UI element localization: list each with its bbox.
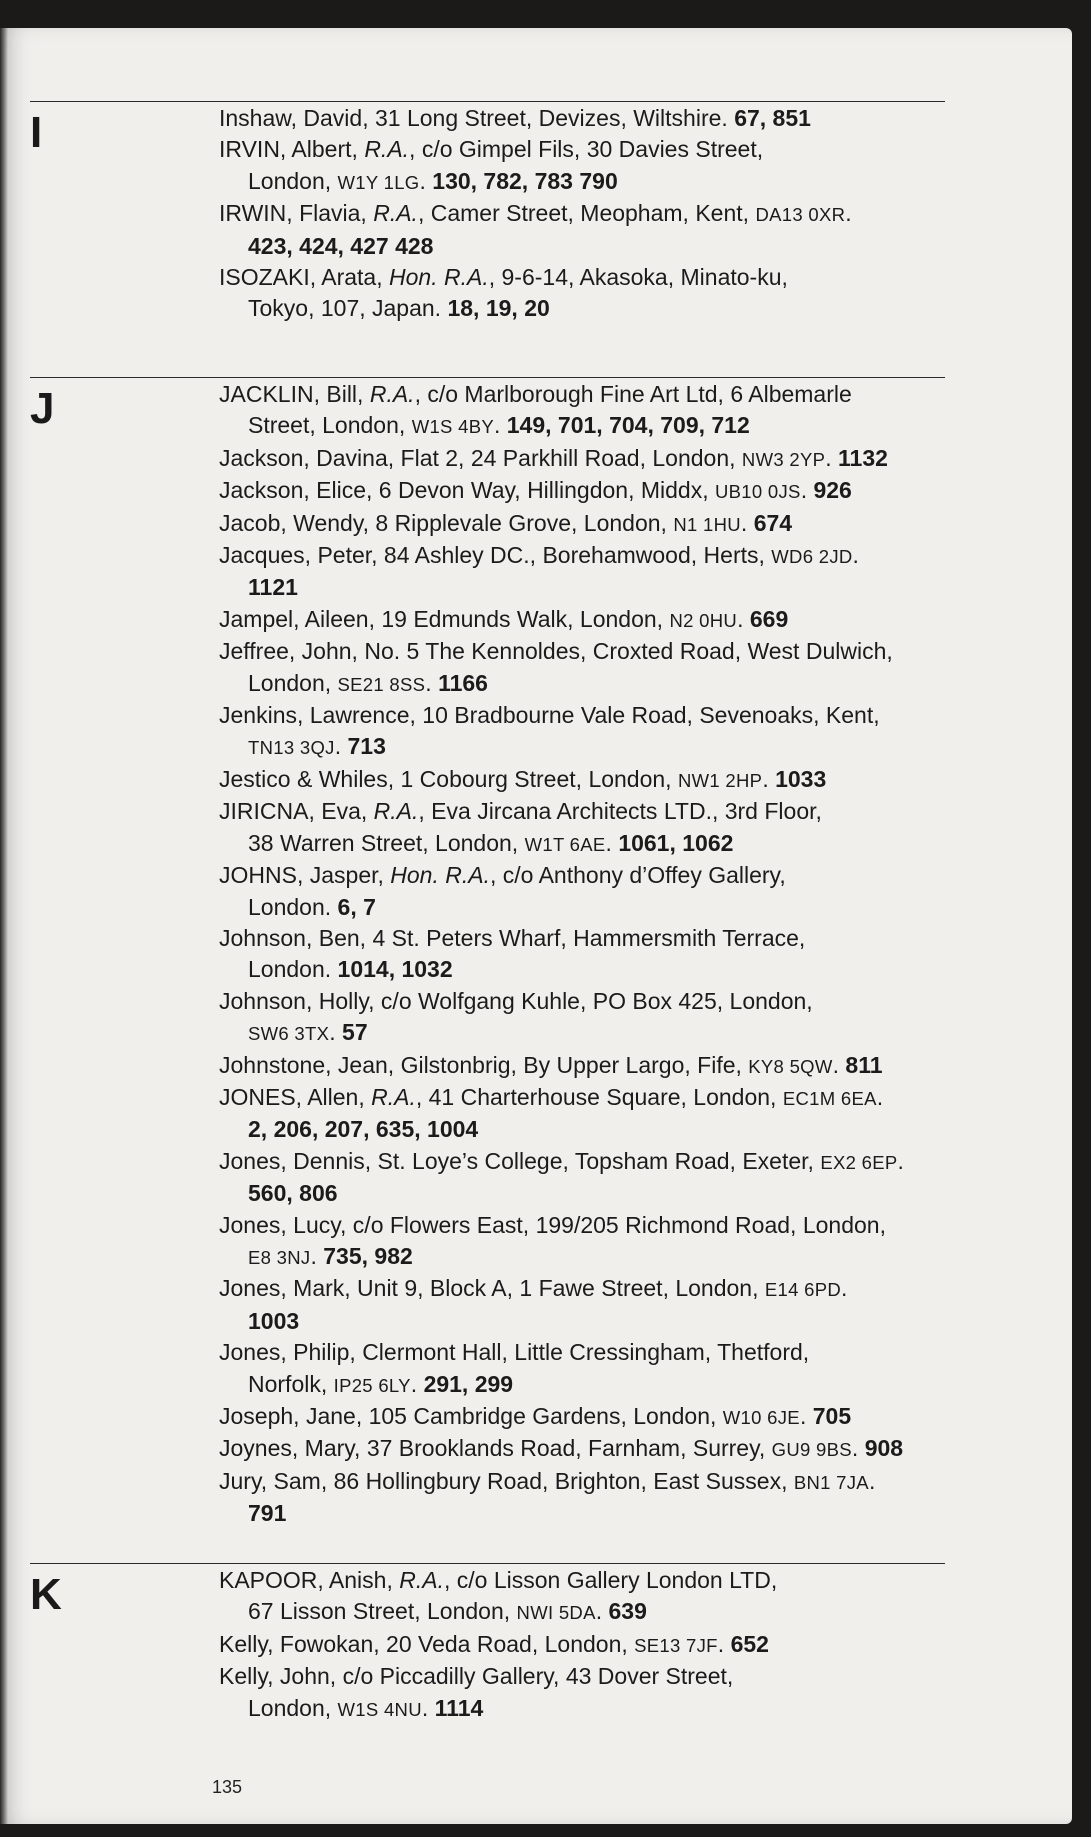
entry-continuation-line — [219, 1369, 945, 1401]
entry-text: . — [800, 477, 814, 504]
catalogue-numbers: 674 — [753, 509, 793, 536]
entry-text: Tokyo, 107, Japan. — [248, 295, 448, 322]
catalogue-numbers: 1033 — [775, 765, 827, 792]
catalogue-numbers: 705 — [812, 1403, 852, 1429]
entry-line — [219, 443, 945, 475]
postcode: SW6 3TX — [248, 1023, 330, 1045]
entry-text: . — [799, 1403, 813, 1429]
entry-text: . — [410, 1370, 424, 1397]
entry-text: . — [762, 765, 776, 792]
index-entry — [219, 540, 945, 604]
postcode: EX2 6EP — [820, 1151, 898, 1173]
entry-text: , c/o Marlborough Fine Art Ltd, 6 Albemarle — [414, 381, 852, 407]
postcode: NW3 2YP — [741, 448, 826, 470]
entry-line — [219, 1337, 945, 1368]
title-honour: R.A. — [369, 381, 415, 407]
index-entry — [219, 986, 945, 1050]
entry-text: . — [737, 605, 750, 632]
title-honour: R.A. — [399, 1567, 444, 1593]
entry-text: Jacob, Wendy, 8 Ripplevale Grove, London, — [219, 509, 674, 536]
postcode: WD6 2JD — [771, 546, 853, 568]
section-letter: I — [30, 108, 43, 157]
entry-line — [219, 475, 945, 507]
entry-text: . — [876, 1083, 884, 1110]
entry-text: Jones, Mark, Unit 9, Block A, 1 Fawe Street, London, — [219, 1275, 765, 1302]
entry-text: . — [493, 412, 507, 439]
entry-text: KAPOOR, Anish, — [219, 1567, 400, 1593]
catalogue-numbers: 811 — [845, 1051, 883, 1078]
entry-text: Johnson, Ben, 4 St. Peters Wharf, Hammersmith Terrace, — [219, 924, 806, 951]
postcode: W1T 6AE — [524, 833, 606, 855]
postcode: UB10 0JS — [714, 481, 801, 503]
catalogue-numbers: 149, 701, 704, 709, 712 — [506, 412, 750, 439]
entry-text: Norfolk, — [248, 1370, 334, 1397]
catalogue-numbers: 1166 — [438, 669, 488, 696]
entry-text: Street, London, — [248, 412, 412, 439]
entry-text: Jones, Philip, Clermont Hall, Little Cressingham, Thetford, — [219, 1339, 810, 1366]
section-rule — [30, 377, 945, 378]
entry-text: Joseph, Jane, 105 Cambridge Gardens, London, — [219, 1403, 723, 1429]
entry-line — [219, 1629, 945, 1661]
entry-text: Jacques, Peter, 84 Ashley DC., Borehamwood, Herts, — [219, 542, 772, 569]
entry-text: Kelly, Fowokan, 20 Veda Road, London, — [219, 1630, 635, 1657]
catalogue-numbers: 652 — [730, 1630, 769, 1657]
entry-text: Joynes, Mary, 37 Brooklands Road, Farnham, Surrey, — [219, 1435, 772, 1462]
entry-text: Kelly, John, c/o Piccadilly Gallery, 43 Dover Street, — [219, 1663, 734, 1690]
entry-line — [219, 1401, 945, 1433]
entry-text: Jones, Dennis, St. Loye’s College, Topsham Road, Exeter, — [219, 1147, 821, 1174]
entry-text: . — [852, 542, 859, 569]
entry-continuation-line — [219, 166, 945, 198]
catalogue-numbers: 6, 7 — [337, 893, 376, 920]
postcode: KY8 5QW — [748, 1055, 833, 1077]
entry-line — [219, 986, 945, 1017]
entry-text: London, — [248, 1694, 338, 1721]
postcode: TN13 3QJ — [248, 737, 335, 759]
entry-line — [219, 379, 945, 410]
catalogue-numbers: 1121 — [248, 574, 298, 601]
entry-line — [219, 604, 945, 636]
index-entry — [219, 860, 945, 923]
entry-line — [219, 636, 945, 667]
entry-continuation-line — [219, 668, 945, 700]
title-honour: R.A. — [371, 1083, 416, 1110]
entry-list — [219, 379, 945, 1530]
catalogue-numbers: 2, 206, 207, 635, 1004 — [248, 1116, 479, 1143]
entry-text: , c/o Lisson Gallery London LTD, — [443, 1567, 778, 1593]
index-entry — [219, 1146, 945, 1210]
catalogue-numbers: 67, 851 — [734, 105, 811, 131]
catalogue-numbers: 18, 19, 20 — [447, 295, 550, 322]
postcode: W1S 4BY — [411, 416, 494, 438]
catalogue-numbers: 1132 — [838, 444, 888, 471]
entry-line — [219, 1565, 945, 1596]
title-honour: R.A. — [373, 798, 419, 825]
book-page — [0, 28, 1072, 1824]
catalogue-numbers: 669 — [749, 605, 789, 632]
index-entry — [219, 764, 945, 796]
postcode: N1 1HU — [673, 513, 741, 535]
entry-text: . — [419, 167, 433, 194]
entry-text: JOHNS, Jasper, — [219, 862, 391, 889]
entry-line — [219, 540, 945, 572]
entry-line — [219, 1466, 945, 1498]
entry-line — [219, 1210, 945, 1241]
entry-text: 67 Lisson Street, London, — [248, 1598, 517, 1625]
entry-continuation-line — [219, 828, 945, 860]
postcode: NW1 2HP — [677, 769, 763, 791]
index-entry — [219, 134, 945, 198]
entry-text: London. — [248, 893, 338, 920]
index-entry — [219, 1466, 945, 1530]
postcode: N2 0HU — [669, 609, 738, 631]
section-rule — [30, 101, 945, 102]
postcode: BN1 7JA — [793, 1471, 869, 1493]
catalogue-numbers: 639 — [608, 1598, 647, 1625]
entry-continuation-line — [219, 1017, 945, 1049]
entry-continuation-line — [219, 1241, 945, 1273]
entry-text: Jury, Sam, 86 Hollingbury Road, Brighton, East Sussex, — [219, 1467, 794, 1494]
index-entry — [219, 636, 945, 700]
entry-continuation-line — [219, 1114, 945, 1145]
index-entry — [219, 1210, 945, 1274]
entry-line — [219, 103, 945, 134]
postcode: E8 3NJ — [248, 1246, 311, 1268]
title-honour: R.A. — [364, 136, 410, 163]
index-entry — [219, 508, 945, 540]
entry-continuation-line — [219, 231, 945, 262]
entry-text: . — [832, 1051, 846, 1078]
entry-text: IRWIN, Flavia, — [219, 200, 374, 227]
entry-text: Jackson, Davina, Flat 2, 24 Parkhill Road, London, — [219, 444, 742, 471]
index-entry — [219, 1433, 945, 1465]
entry-continuation-line — [219, 1178, 945, 1209]
entry-text: Johnson, Holly, c/o Wolfgang Kuhle, PO Box 425, London, — [219, 987, 813, 1014]
entry-line — [219, 1273, 945, 1305]
title-honour: Hon. R.A. — [390, 862, 490, 889]
entry-line — [219, 1050, 945, 1082]
index-entry — [219, 796, 945, 860]
entry-text: . — [310, 1242, 324, 1269]
entry-text: Jones, Lucy, c/o Flowers East, 199/205 Richmond Road, London, — [219, 1211, 886, 1238]
spine-shadow — [0, 28, 8, 1824]
entry-list — [219, 103, 945, 325]
entry-line — [219, 508, 945, 540]
entry-line — [219, 134, 945, 165]
entry-text: Jeffree, John, No. 5 The Kennoldes, Croxted Road, West Dulwich, — [219, 638, 893, 665]
section-rule — [30, 1563, 945, 1564]
entry-text: London. — [248, 956, 338, 983]
entry-line — [219, 923, 945, 954]
catalogue-numbers: 291, 299 — [423, 1370, 514, 1397]
entry-text: , Camer Street, Meopham, Kent, — [417, 200, 756, 227]
catalogue-numbers: 57 — [342, 1019, 368, 1046]
entry-text: 38 Warren Street, London, — [248, 829, 525, 856]
entry-continuation-line — [219, 410, 945, 442]
entry-text: JIRICNA, Eva, — [219, 798, 374, 825]
index-entry — [219, 198, 945, 262]
index-entry — [219, 262, 945, 325]
catalogue-numbers: 423, 424, 427 428 — [248, 232, 434, 259]
entry-text: Jackson, Elice, 6 Devon Way, Hillingdon, Middx, — [219, 477, 715, 504]
entry-text: , c/o Gimpel Fils, 30 Davies Street, — [409, 136, 764, 163]
title-honour: R.A. — [373, 200, 418, 227]
entry-text: , Eva Jircana Architects LTD., 3rd Floor, — [418, 798, 822, 825]
entry-line — [219, 198, 945, 230]
index-entry — [219, 1629, 945, 1661]
entry-text: . — [851, 1435, 865, 1462]
entry-text: . — [717, 1630, 731, 1657]
entry-text: London, — [248, 669, 338, 696]
catalogue-numbers: 1114 — [434, 1694, 484, 1721]
entry-continuation-line — [219, 1498, 945, 1529]
entry-continuation-line — [219, 892, 945, 923]
catalogue-numbers: 1003 — [248, 1307, 300, 1334]
entry-text: Inshaw, David, 31 Long Street, Devizes, Wiltshire. — [219, 105, 735, 131]
index-entry — [219, 700, 945, 764]
postcode: W10 6JE — [722, 1407, 800, 1428]
index-entry — [219, 103, 945, 134]
title-honour: Hon. R.A. — [389, 264, 489, 291]
entry-text: . — [334, 733, 348, 760]
entry-text: . — [845, 200, 852, 227]
index-entry — [219, 923, 945, 986]
catalogue-numbers: 908 — [864, 1435, 904, 1462]
index-entry — [219, 1661, 945, 1725]
entry-continuation-line — [219, 293, 945, 324]
index-entry — [219, 1401, 945, 1433]
index-entry — [219, 1337, 945, 1401]
postcode: SE21 8SS — [337, 673, 426, 695]
entry-text: . — [897, 1147, 904, 1174]
entry-text: , 41 Charterhouse Square, London, — [415, 1083, 783, 1110]
entry-text: . — [425, 669, 439, 696]
postcode: NWI 5DA — [516, 1602, 596, 1624]
entry-line — [219, 262, 945, 293]
postcode: E14 6PD — [764, 1279, 842, 1301]
postcode: W1S 4NU — [337, 1698, 422, 1720]
entry-text: Johnstone, Jean, Gilstonbrig, By Upper Largo, Fife, — [219, 1051, 749, 1078]
catalogue-numbers: 560, 806 — [248, 1180, 338, 1207]
section-letter: J — [30, 384, 55, 433]
entry-line — [219, 1082, 945, 1114]
postcode: EC1M 6EA — [782, 1087, 877, 1109]
index-entry — [219, 443, 945, 475]
entry-text: JACKLIN, Bill, — [219, 381, 370, 407]
postcode: W1Y 1LG — [337, 171, 420, 193]
catalogue-numbers: 926 — [813, 477, 852, 504]
section-letter: K — [30, 1570, 62, 1619]
catalogue-numbers: 130, 782, 783 790 — [432, 167, 618, 194]
entry-text: Jenkins, Lawrence, 10 Bradbourne Vale Road, Sevenoaks, Kent, — [219, 702, 880, 729]
entry-text: Jestico & Whiles, 1 Cobourg Street, London, — [219, 765, 678, 792]
page-number: 135 — [212, 1777, 243, 1797]
entry-text: , c/o Anthony d’Offey Gallery, — [490, 862, 786, 889]
index-entry — [219, 1082, 945, 1146]
entry-continuation-line — [219, 1306, 945, 1337]
catalogue-numbers: 791 — [248, 1500, 287, 1527]
entry-text: . — [868, 1467, 876, 1494]
entry-line — [219, 700, 945, 731]
entry-line — [219, 1146, 945, 1178]
postcode: GU9 9BS — [771, 1439, 852, 1461]
entry-text: . — [740, 509, 754, 536]
index-entry — [219, 604, 945, 636]
entry-line — [219, 1661, 945, 1692]
entry-continuation-line — [219, 1596, 945, 1628]
entry-text: . — [605, 829, 619, 856]
entry-line — [219, 860, 945, 891]
entry-text: , 9-6-14, Akasoka, Minato-ku, — [488, 264, 788, 291]
index-entry — [219, 379, 945, 443]
entry-text: . — [329, 1019, 343, 1046]
entry-line — [219, 796, 945, 827]
entry-continuation-line — [219, 954, 945, 985]
index-entry — [219, 475, 945, 507]
entry-text: ISOZAKI, Arata, — [219, 264, 390, 291]
entry-text: . — [825, 444, 839, 471]
entry-text: London, — [248, 167, 338, 194]
postcode: DA13 0XR — [755, 204, 846, 226]
entry-continuation-line — [219, 572, 945, 603]
entry-text: IRVIN, Albert, — [219, 136, 365, 163]
catalogue-numbers: 1061, 1062 — [618, 829, 734, 856]
entry-text: JONES, Allen, — [219, 1083, 372, 1110]
entry-list — [219, 1565, 945, 1725]
entry-line — [219, 1433, 945, 1465]
index-entry — [219, 1050, 945, 1082]
entry-continuation-line — [219, 731, 945, 763]
entry-continuation-line — [219, 1693, 945, 1725]
entry-text: . — [421, 1694, 435, 1721]
postcode: IP25 6LY — [333, 1374, 411, 1396]
entry-text: . — [841, 1275, 848, 1302]
entry-line — [219, 764, 945, 796]
index-entry — [219, 1565, 945, 1629]
postcode: SE13 7JF — [634, 1634, 718, 1656]
catalogue-numbers: 713 — [347, 733, 386, 760]
catalogue-numbers: 735, 982 — [323, 1242, 413, 1269]
index-entry — [219, 1273, 945, 1337]
entry-text: . — [595, 1598, 609, 1625]
entry-text: Jampel, Aileen, 19 Edmunds Walk, London, — [219, 605, 670, 632]
catalogue-numbers: 1014, 1032 — [337, 956, 453, 983]
